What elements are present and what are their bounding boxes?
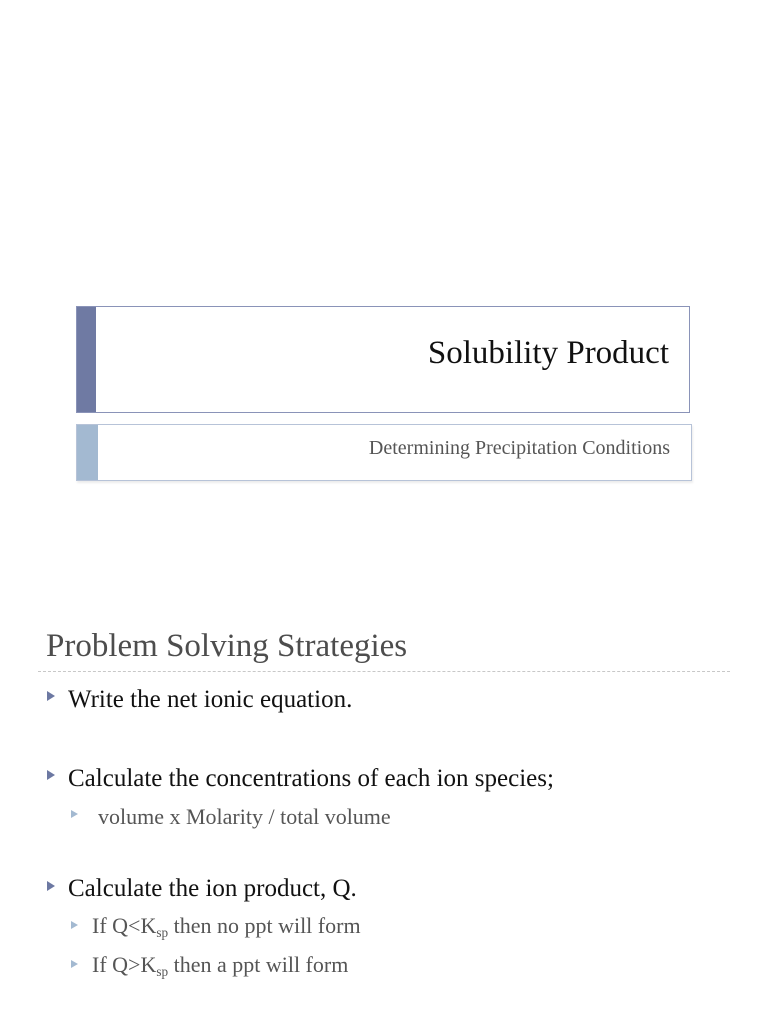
title-accent-bar (77, 307, 96, 412)
sub-bullet-item (92, 913, 361, 939)
slide-subtitle: Determining Precipitation Conditions (368, 437, 670, 459)
title-box (76, 306, 690, 413)
sub-bullet-arrow-icon (71, 960, 78, 968)
sub-bullet-item: volume x Molarity / total volume (98, 804, 391, 829)
bullet-item: Write the net ionic equation. (68, 686, 353, 713)
bullet-arrow-icon (47, 770, 55, 780)
subtitle-accent-bar (77, 425, 98, 480)
ksp-subscript: sp (156, 964, 169, 979)
bullet-arrow-icon (47, 881, 55, 891)
sub-bullet-arrow-icon (71, 921, 78, 929)
sub-bullet-text: If Q>K (92, 952, 157, 977)
bullet-item: Calculate the concentrations of each ion species; (68, 765, 554, 792)
sub-bullet-text: If Q<K (92, 913, 157, 938)
sub-bullet-item (92, 952, 348, 978)
sub-bullet-text: then a ppt will form (168, 952, 349, 977)
heading-divider (38, 671, 730, 672)
sub-bullet-text: then no ppt will form (168, 913, 361, 938)
sub-bullet-arrow-icon (71, 810, 78, 818)
bullet-arrow-icon (47, 691, 55, 701)
slide-title: Solubility Product (427, 335, 669, 371)
section-heading: Problem Solving Strategies (46, 628, 408, 664)
subtitle-box (76, 424, 692, 481)
bullet-item: Calculate the ion product, Q. (68, 875, 357, 902)
ksp-subscript: sp (156, 925, 169, 940)
